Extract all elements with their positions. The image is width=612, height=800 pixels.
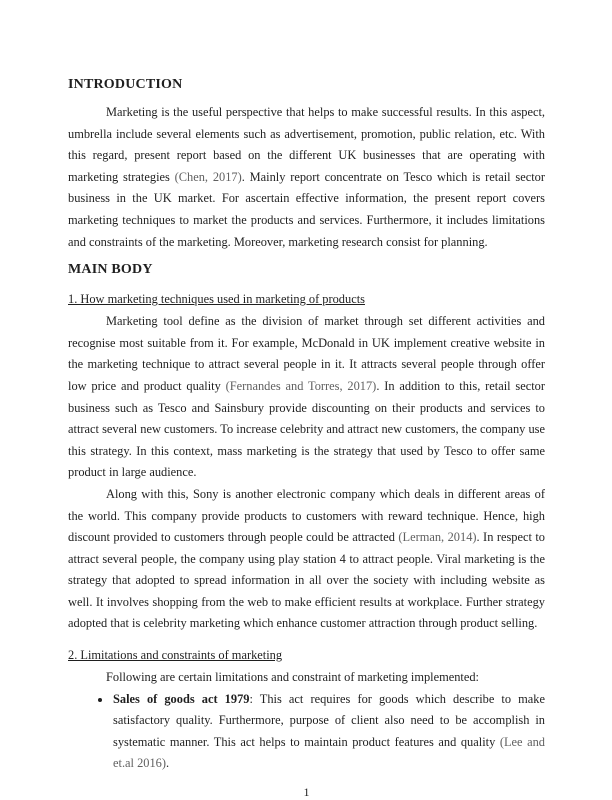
marketing-techniques-paragraph-2-text: Along with this, Sony is another electronic company which deals in different areas of the world. This company provide products to customers with reward technique. Hence, high discount provided to customers through people could be attracted	[68, 486, 545, 545]
bullet-term-sales-of-goods-act: Sales of goods act 1979	[113, 691, 250, 706]
marketing-techniques-paragraph-1-text: Marketing tool define as the division of market through set different activities and recognise most suitable from it. For example, McDonald in UK implement creative website in the marketing technique to attract several people in it. It attracts several people through offer low price and product quality	[68, 314, 545, 393]
marketing-techniques-paragraph-1-text-cont: . In addition to this, retail sector business such as Tesco and Sainsbury provide discounting on their products and services to attract several new customers. To increase celebrity and attract new customers, the company use this strategy. In this context, mass marketing is the strategy that used by Tesco to offer same product in large audience.	[68, 378, 545, 480]
limitations-lead-line: Following are certain limitations and constraint of marketing implemented:	[106, 670, 480, 685]
marketing-techniques-paragraph-1	[68, 311, 545, 484]
citation-chen-2017: (Chen, 2017)	[174, 169, 242, 184]
introduction-heading: INTRODUCTION	[68, 77, 183, 92]
citation-lee-2016: (Lee and et.al 2016)	[113, 734, 545, 771]
marketing-techniques-paragraph-2-text-cont: . In respect to attract several people, the company using play station 4 to attract people. Viral marketing is the strategy that adopted to spread information in all over the society with including website as well. It involves shopping from the web to make efficient results at workplace. Further strategy adopted that is celebrity marketing which enhance customer attraction through product selling.	[68, 530, 546, 631]
main-body-heading: MAIN BODY	[68, 262, 153, 278]
citation-fernandes-torres-2017: (Fernandes and Torres, 2017)	[225, 378, 377, 393]
bullet-item-sales-of-goods-act	[112, 689, 545, 775]
introduction-paragraph	[68, 102, 545, 253]
introduction-paragraph-text-cont: . Mainly report concentrate on Tesco which is retail sector business in the UK market. For ascertain effective information, the present report covers marketing techniques to market the products and services. Furthermore, it includes limitations and constraints of the marketing. Moreover, marketing research consist for planning.	[68, 169, 545, 249]
bullet-description-end: .	[166, 756, 170, 771]
marketing-techniques-paragraph-2	[68, 484, 545, 635]
bullet-description: : This act requires for goods which describe to make satisfactory quality. Furthermore, purpose of client also need to be accomplish in systematic manner. This act helps to maintain product features and quality	[113, 691, 546, 749]
page-number: 1	[303, 785, 310, 800]
limitations-bullet-list	[68, 689, 545, 775]
introduction-paragraph-text: Marketing is the useful perspective that helps to make successful results. In this aspect, umbrella include several elements such as advertisement, promotion, public relation, etc. With this regard, present report based on the different UK businesses that are operating with marketing strategies	[68, 105, 545, 184]
citation-lerman-2014: (Lerman, 2014)	[398, 530, 477, 545]
subsection-2-heading: 2. Limitations and constraints of marketing	[68, 648, 283, 663]
subsection-1-heading: 1. How marketing techniques used in marketing of products	[68, 292, 365, 307]
